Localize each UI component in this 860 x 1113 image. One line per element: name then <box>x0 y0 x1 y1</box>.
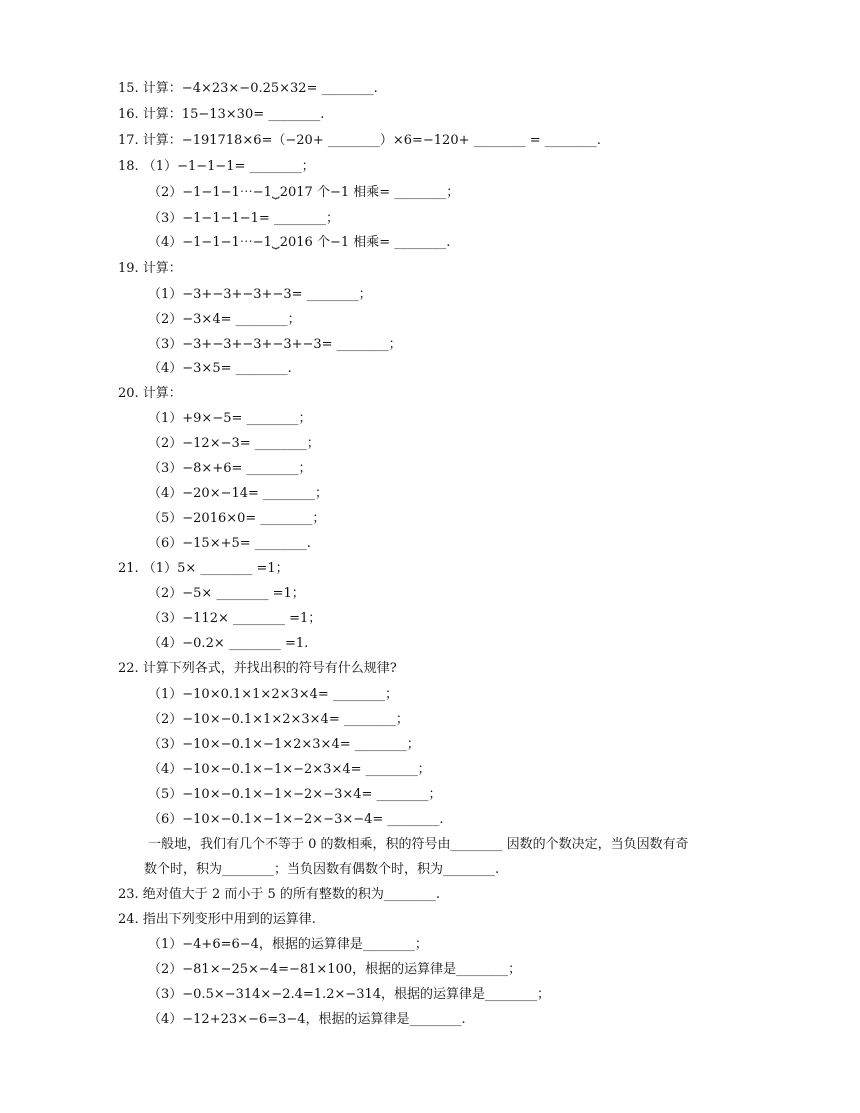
question-22-part-3: （3）−10×−0.1×−1×2×3×4= ________； <box>148 737 420 752</box>
question-20: 20. 计算： <box>118 386 182 401</box>
question-19-part-1: （1）−3+−3+−3+−3= ________； <box>148 287 372 302</box>
question-21-part-2: （2）−5× ________ =1； <box>148 586 305 601</box>
question-18-part-3: （3）−1−1−1−1= ________； <box>148 211 339 226</box>
question-21-part-3: （3）−112× ________ =1； <box>148 611 322 626</box>
question-22-part-6: （6）−10×−0.1×−1×−2×−3×−4= ________. <box>148 812 444 827</box>
question-22: 22. 计算下列各式，并找出积的符号有什么规律? <box>118 661 397 676</box>
question-19-part-4: （4）−3×5= ________. <box>148 361 292 376</box>
question-24-part-3: （3）−0.5×−314×−2.4=1.2×−314，根据的运算律是________； <box>148 987 551 1002</box>
question-22-conclusion-line-1: 一般地，我们有几个不等于 0 的数相乘，积的符号由________ 因数的个数决定，当负因数有奇 <box>148 837 689 852</box>
question-19: 19. 计算： <box>118 261 182 276</box>
question-18-part-2: （2）−1−1−1⋯−1⏟2017 个−1 相乘= ________； <box>148 185 460 200</box>
question-15: 15. 计算：−4×23×−0.25×32= ________. <box>118 81 378 96</box>
question-22-part-1: （1）−10×0.1×1×2×3×4= ________； <box>148 687 398 702</box>
question-18: 18. （1）−1−1−1= ________； <box>118 159 315 174</box>
question-18-part-4: （4）−1−1−1⋯−1⏟2016 个−1 相乘= ________. <box>148 235 451 250</box>
question-20-part-4: （4）−20×−14= ________； <box>148 486 329 501</box>
question-24-part-1: （1）−4+6=6−4，根据的运算律是________； <box>148 937 428 952</box>
question-20-part-3: （3）−8×+6= ________； <box>148 461 312 476</box>
question-24-part-4: （4）−12+23×−6=3−4，根据的运算律是________. <box>148 1012 466 1027</box>
question-22-conclusion-line-2: 数个时，积为________；当负因数有偶数个时，积为________. <box>144 862 500 877</box>
question-20-part-2: （2）−12×−3= ________； <box>148 436 320 451</box>
question-20-part-5: （5）−2016×0= ________； <box>148 511 326 526</box>
question-22-part-4: （4）−10×−0.1×−1×−2×3×4= ________； <box>148 762 431 777</box>
question-21-part-4: （4）−0.2× ________ =1. <box>148 636 309 651</box>
question-22-part-5: （5）−10×−0.1×−1×−2×−3×4= ________； <box>148 787 442 802</box>
question-17: 17. 计算：−191718×6=（−20+ ________）×6=−120+ ________ = ________. <box>118 133 601 148</box>
question-16: 16. 计算：15−13×30= ________. <box>118 107 325 122</box>
question-21: 21. （1）5× ________ =1； <box>118 561 289 576</box>
question-20-part-1: （1）+9×−5= ________； <box>148 411 312 426</box>
question-24: 24. 指出下列变形中用到的运算律. <box>118 912 316 927</box>
question-23: 23. 绝对值大于 2 而小于 5 的所有整数的积为________. <box>118 887 441 902</box>
question-24-part-2: （2）−81×−25×−4=−81×100，根据的运算律是________； <box>148 962 522 977</box>
question-22-part-2: （2）−10×−0.1×1×2×3×4= ________； <box>148 712 409 727</box>
question-19-part-3: （3）−3+−3+−3+−3+−3= ________； <box>148 337 402 352</box>
question-20-part-6: （6）−15×+5= ________. <box>148 536 311 551</box>
question-19-part-2: （2）−3×4= ________； <box>148 312 301 327</box>
